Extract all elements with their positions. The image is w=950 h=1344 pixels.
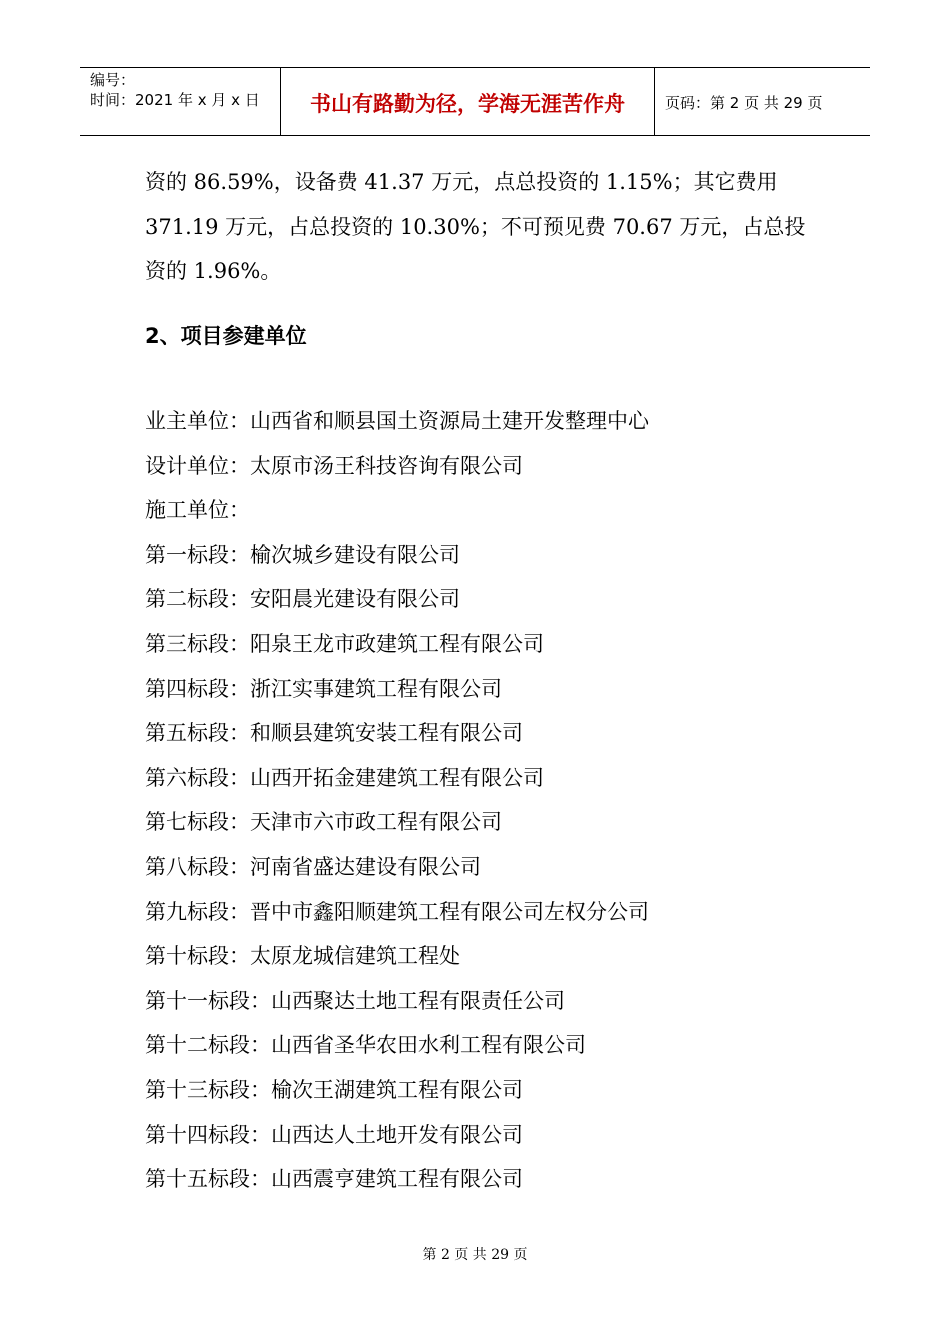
page-header (80, 67, 870, 136)
list-item: 第五标段：和顺县建筑安装工程有限公司 (145, 721, 523, 746)
list-item: 第十二标段：山西省圣华农田水利工程有限公司 (145, 1033, 586, 1058)
list-item: 第十五标段：山西震亨建筑工程有限公司 (145, 1167, 523, 1192)
header-page-info: 页码：第 2 页 共 29 页 (665, 94, 823, 112)
list-item: 第七标段：天津市六市政工程有限公司 (145, 810, 502, 835)
header-meta-cell (80, 68, 281, 135)
list-item: 第二标段：安阳晨光建设有限公司 (145, 587, 460, 612)
list-item: 第四标段：浙江实事建筑工程有限公司 (145, 676, 502, 701)
document-date-label: 时间：2021 年 x 月 x 日 (90, 91, 260, 109)
list-item: 第九标段：晋中市鑫阳顺建筑工程有限公司左权分公司 (145, 899, 649, 924)
section-heading: 2、项目参建单位 (145, 324, 307, 348)
paragraph-line: 资的 1.96%。 (145, 259, 282, 283)
list-item: 施工单位： (145, 498, 250, 523)
paragraph-line: 371.19 万元，占总投资的 10.30%；不可预见费 70.67 万元，占总投 (145, 214, 806, 239)
list-item: 第十三标段：榆次王湖建筑工程有限公司 (145, 1077, 523, 1102)
header-page-cell (655, 68, 870, 135)
list-item: 第十四标段：山西达人土地开发有限公司 (145, 1122, 523, 1147)
list-item: 第十一标段：山西聚达土地工程有限责任公司 (145, 988, 565, 1013)
list-item: 业主单位：山西省和顺县国土资源局土建开发整理中心 (145, 409, 649, 433)
paragraph-line: 资的 86.59%，设备费 41.37 万元，点总投资的 1.15%；其它费用 (145, 170, 778, 194)
page-footer: 第 2 页 共 29 页 (422, 1247, 528, 1263)
list-item: 第十标段：太原龙城信建筑工程处 (145, 944, 460, 969)
list-item: 第一标段：榆次城乡建设有限公司 (145, 542, 460, 567)
header-motto-cell (281, 68, 655, 135)
header-motto: 书山有路勤为径，学海无涯苦作舟 (310, 92, 625, 116)
list-item: 设计单位：太原市汤王科技咨询有限公司 (145, 453, 523, 478)
body-paragraph (145, 160, 810, 294)
document-number-label: 编号： (90, 71, 136, 89)
list-item: 第三标段：阳泉王龙市政建筑工程有限公司 (145, 631, 544, 656)
participant-units-list (145, 399, 810, 1202)
list-item: 第八标段：河南省盛达建设有限公司 (145, 854, 481, 879)
list-item: 第六标段：山西开拓金建建筑工程有限公司 (145, 765, 544, 790)
